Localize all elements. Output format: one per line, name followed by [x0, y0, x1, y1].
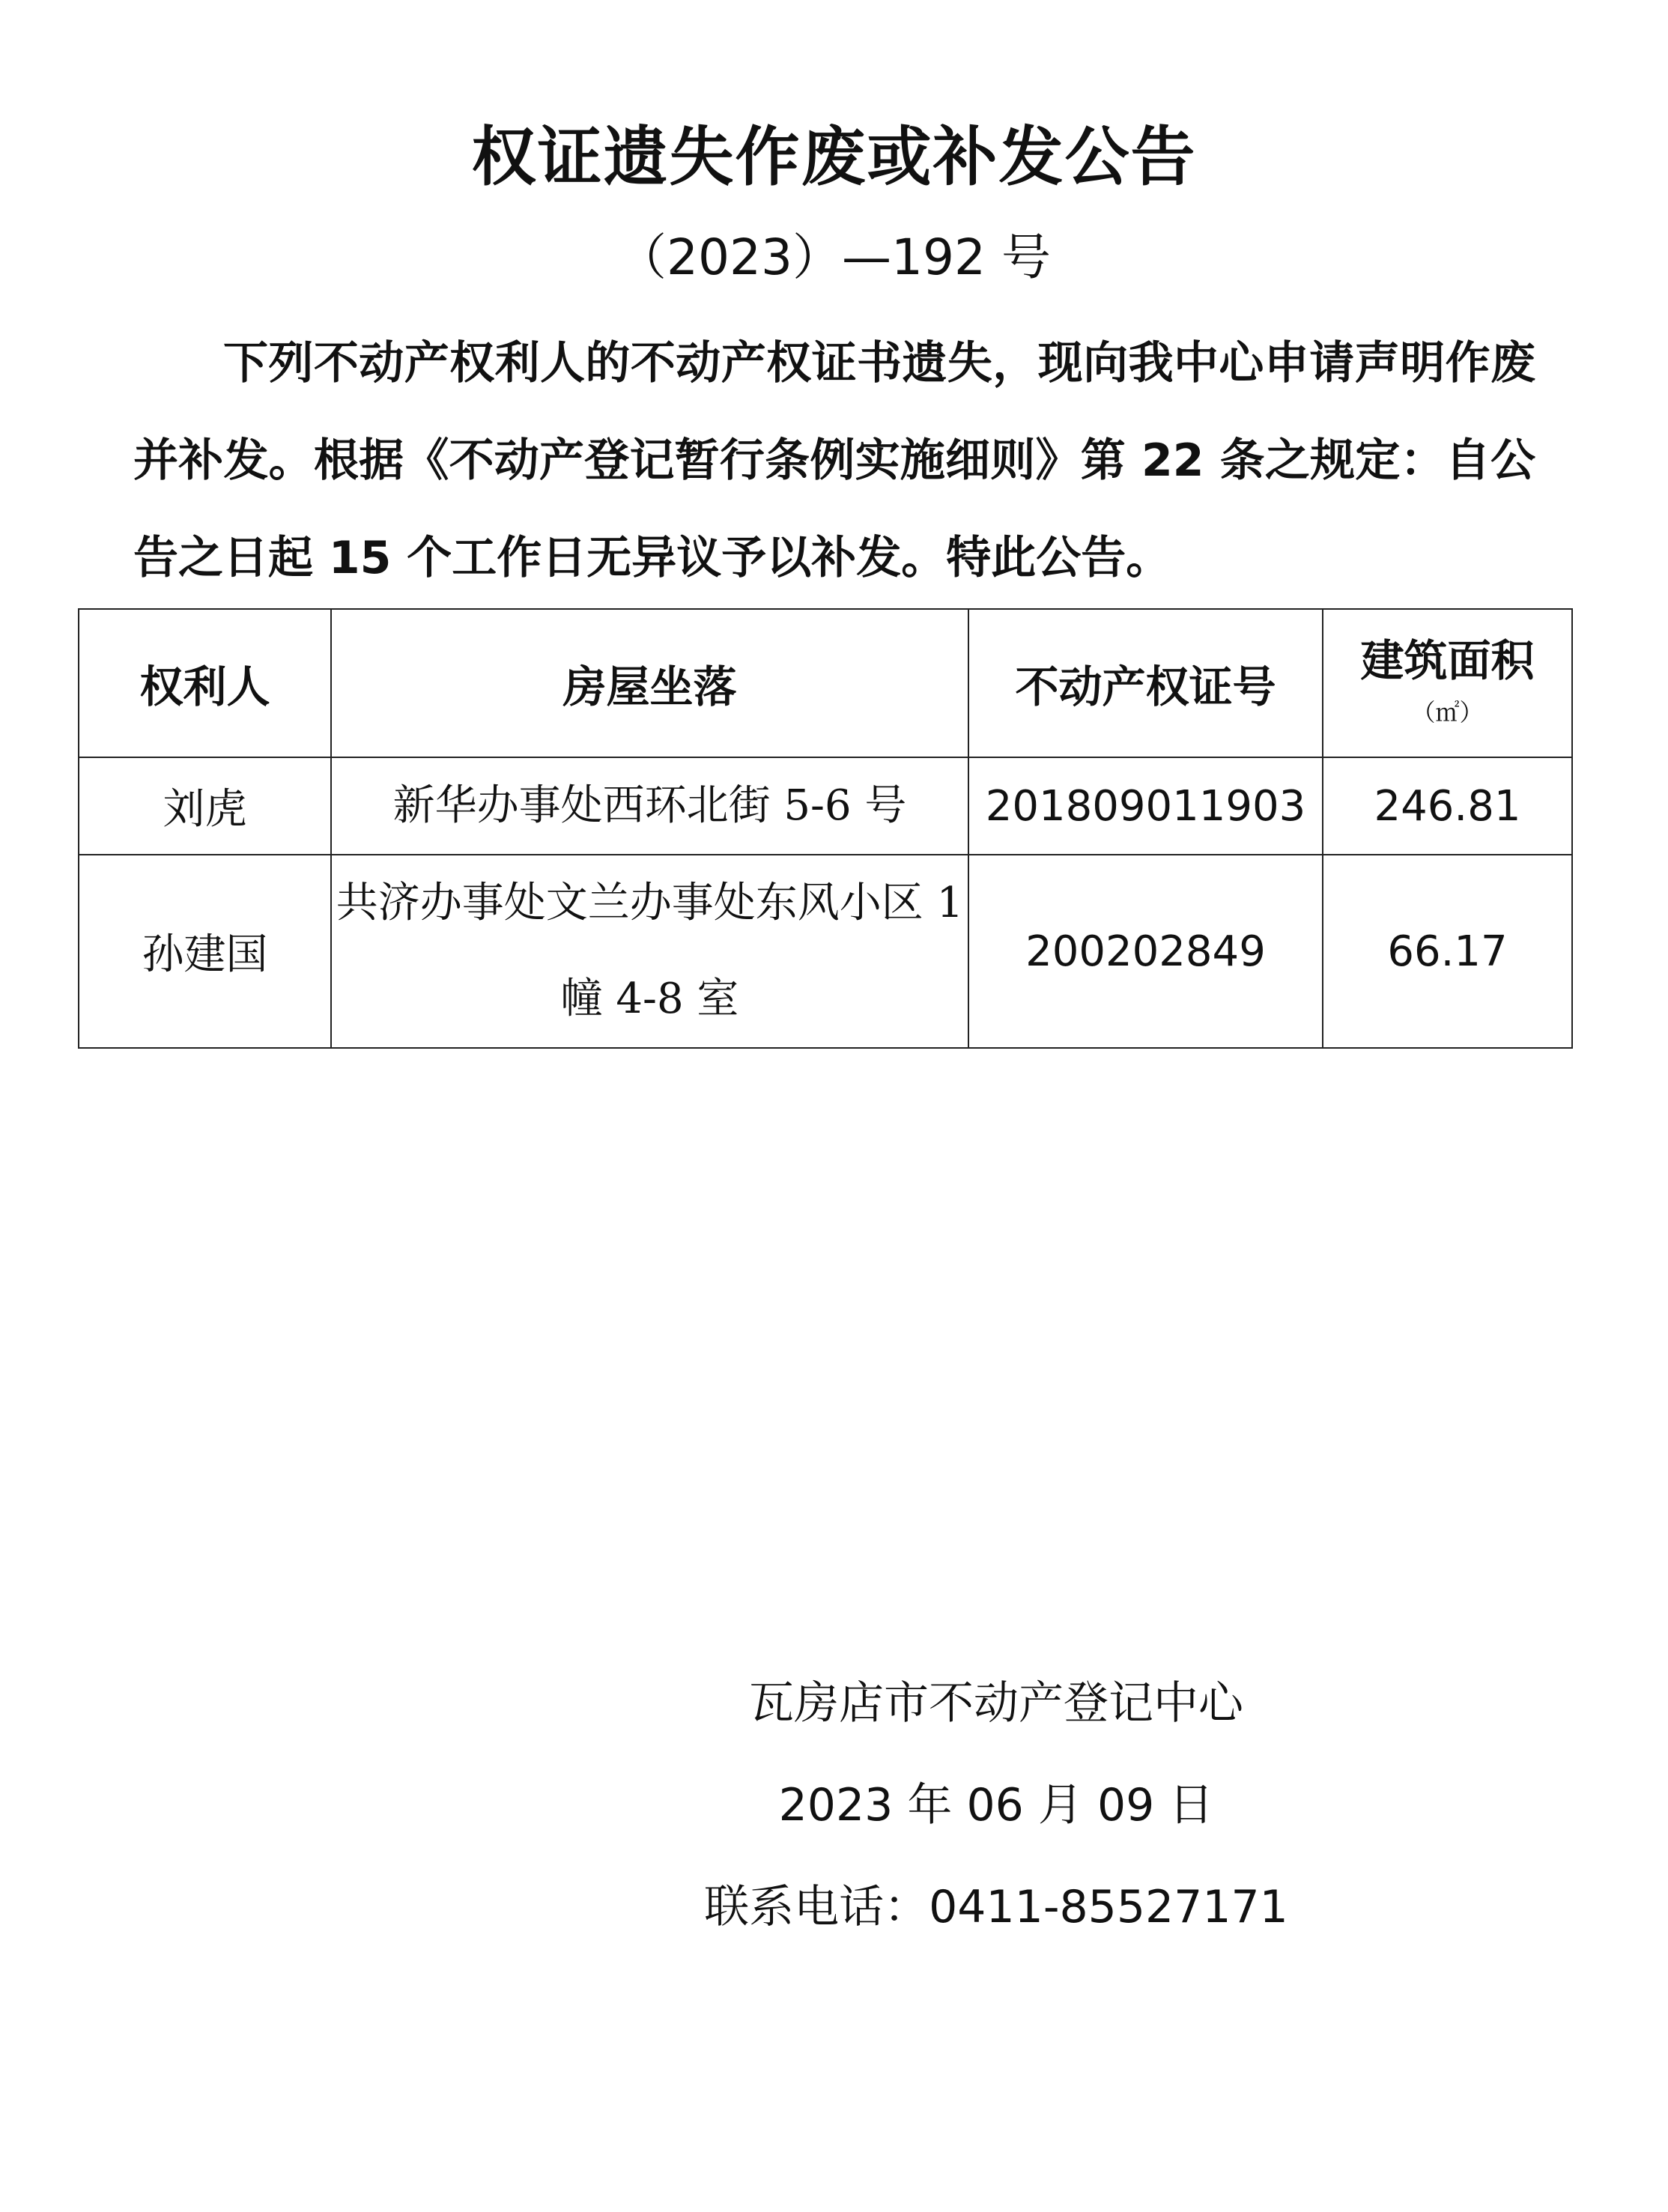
table-header-row	[79, 609, 1572, 757]
header-area	[1323, 609, 1572, 757]
cell-area: 66.17	[1323, 855, 1572, 1048]
issuing-organization: 瓦房店市不动产登记中心	[749, 1677, 1243, 1730]
cell-area: 246.81	[1323, 757, 1572, 855]
cell-cert-no: 200202849	[968, 855, 1323, 1048]
issue-date: 2023 年 06 月 09 日	[778, 1779, 1214, 1831]
header-area-label: 建筑面积	[1360, 635, 1535, 686]
certificate-table	[78, 608, 1573, 1049]
header-area-unit: （㎡）	[1411, 698, 1484, 727]
cell-location: 新华办事处西环北街 5-6 号	[331, 757, 968, 855]
cell-cert-no: 201809011903	[968, 757, 1323, 855]
table-row	[79, 757, 1572, 855]
page-title: 权证遗失作废或补发公告	[471, 120, 1197, 195]
table-row	[79, 855, 1572, 1048]
document-number: （2023）—192 号	[617, 228, 1051, 286]
header-holder: 权利人	[79, 609, 331, 757]
cell-holder: 刘虎	[79, 757, 331, 855]
cell-holder: 孙建国	[79, 855, 331, 1048]
header-cert-no: 不动产权证号	[968, 609, 1323, 757]
header-location: 房屋坐落	[331, 609, 968, 757]
announcement-body: 下列不动产权利人的不动产权证书遗失，现向我中心申请声明作废并补发。根据《不动产登记暂行条例实施细则》第 22 条之规定：自公告之日起 15 个工作日无异议予以补发。特此公告。	[133, 337, 1535, 584]
contact-phone: 联系电话：0411-85527171	[704, 1881, 1288, 1933]
cell-location: 共济办事处文兰办事处东风小区 1 幢 4-8 室	[331, 855, 968, 1048]
